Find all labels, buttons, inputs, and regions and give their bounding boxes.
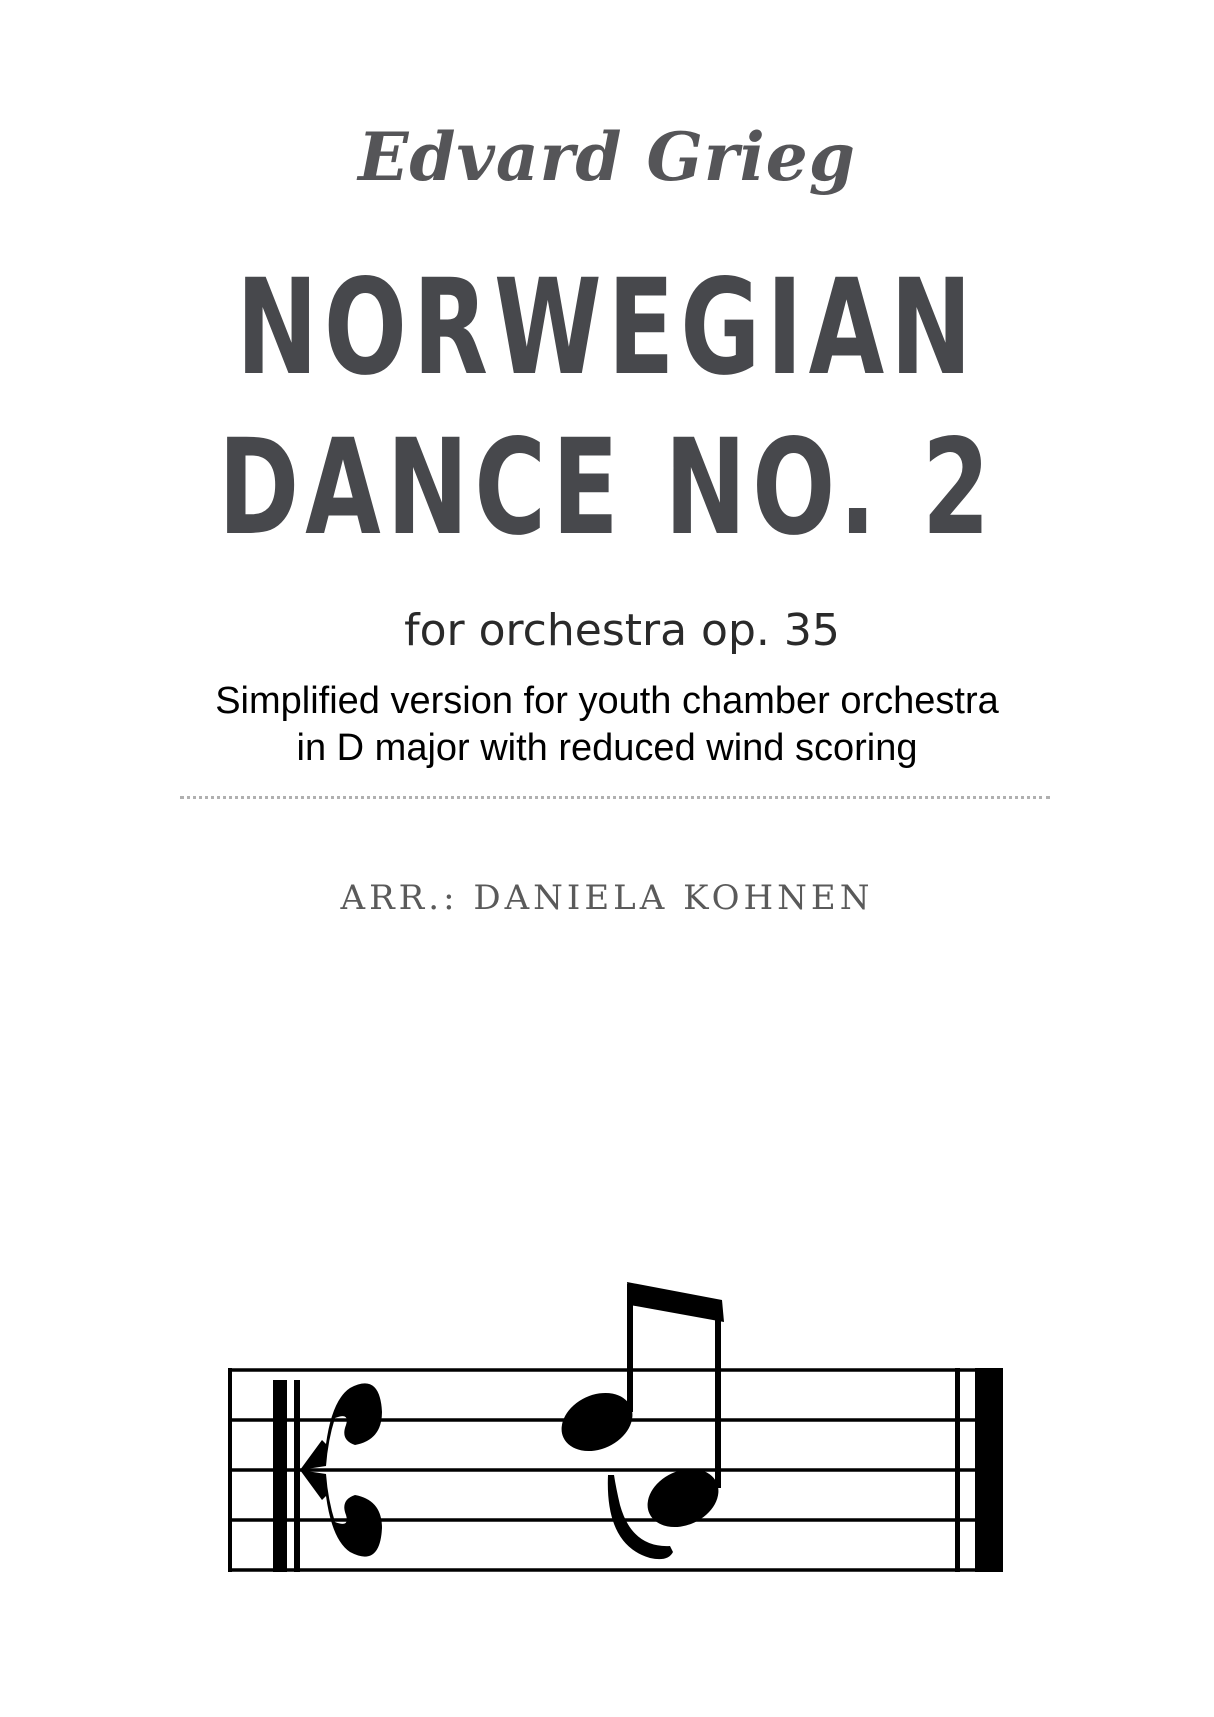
title-line-1: NORWEGIAN [236, 251, 978, 405]
description-line-2: in D major with reduced wind scoring [296, 727, 918, 769]
title-line-2: DANCE NO. 2 [218, 411, 996, 565]
arranger-credit: ARR.: DANIELA KOHNEN [340, 878, 874, 918]
composer-name: Edvard Grieg [358, 118, 856, 196]
description-line-1: Simplified version for youth chamber orchestra [215, 680, 999, 722]
eighth-note-upper-icon [552, 1282, 724, 1462]
alto-clef-icon [273, 1380, 382, 1572]
subtitle: for orchestra op. 35 [404, 605, 840, 656]
